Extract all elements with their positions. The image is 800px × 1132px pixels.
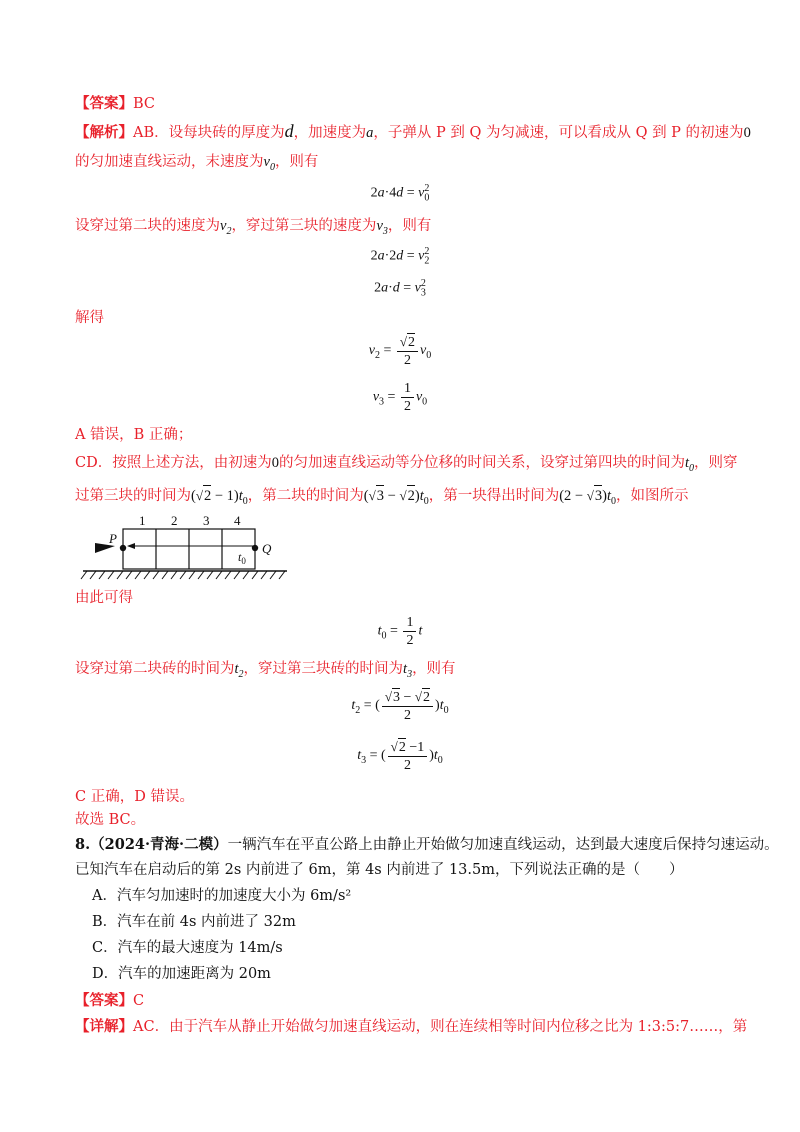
symbol-t3: $t_3$: [403, 661, 413, 680]
analysis-text: 的匀加速直线运动等分位移的时间关系，设穿过第四块的时间为: [278, 455, 685, 471]
answer-value: BC: [133, 96, 156, 112]
option-b: B．汽车在前 4s 内前进了 32m: [92, 914, 296, 930]
analysis-text: ，穿过第三块砖的时间为: [243, 661, 404, 677]
symbol-d: d: [284, 121, 294, 141]
symbol-v0: $v_0$: [263, 154, 275, 173]
option-c: C．汽车的最大速度为 14m/s: [92, 940, 283, 956]
point-p-label: P: [109, 531, 117, 546]
analysis-text: 过第三块的时间为: [75, 488, 191, 504]
analysis-line-cd-2: [75, 485, 689, 512]
answer-value: C: [133, 993, 145, 1009]
expr-t3: $(√2 - 1)t_0$: [191, 488, 248, 504]
point-q-label: Q: [262, 541, 272, 556]
symbol-zero: 0: [743, 125, 751, 141]
analysis-text: ，则穿: [694, 455, 738, 471]
analysis-text: ，则有: [387, 218, 432, 234]
question-8-line-1: [75, 835, 779, 855]
conclusion: 故选 BC。: [75, 812, 146, 828]
analysis-line-2: [75, 152, 318, 178]
cd-result: C 正确，D 错误。: [75, 789, 194, 805]
answer-label: 【答案】: [75, 95, 133, 112]
solve-label: 解得: [75, 310, 104, 326]
equation-3: $2a\cdot d = v_3^2$: [374, 278, 426, 299]
answer-line-2: [75, 991, 144, 1011]
analysis-text: ，加速度为: [293, 125, 367, 141]
analysis-text: AB．设每块砖的厚度为: [133, 125, 285, 141]
analysis-line-1: [75, 121, 751, 143]
arrow-head: [127, 543, 135, 549]
analysis-text: ，穿过第三块的速度为: [231, 218, 377, 234]
analysis-text: ，子弹从 P 到 Q 为匀减速，可以看成从 Q 到 P 的初速为: [373, 125, 744, 141]
analysis-text: ，第二块的时间为: [247, 488, 364, 504]
brick-label-1: 1: [139, 513, 146, 528]
analysis-text: ，如图所示: [616, 488, 689, 504]
option-d: D．汽车的加速距离为 20m: [92, 966, 271, 982]
detail-line: [75, 1017, 747, 1037]
analysis-text: 设穿过第二块砖的时间为: [75, 661, 235, 677]
analysis-text: 的匀加速直线运动，末速度为: [75, 154, 264, 170]
option-a: A．汽车匀加速时的加速度大小为 6m/s²: [92, 888, 352, 904]
time-label-t0: $t_0$: [238, 550, 246, 566]
analysis-label: 【解析】: [75, 124, 133, 141]
analysis-text: ，则有: [274, 154, 319, 170]
brick-label-4: 4: [234, 513, 241, 528]
analysis-line-5: [75, 659, 456, 685]
equation-5: $v_3$ = $\frac{1}{2}$ $v_0$: [372, 381, 428, 414]
question-source: （2024·青海·二模）: [90, 836, 228, 853]
point-q-dot: [252, 545, 258, 551]
equation-6: $t_0$ = $\frac{1}{2}$ t: [377, 615, 423, 648]
brick-label-2: 2: [171, 513, 178, 528]
equation-2: $2a\cdot 2d = v_2^2$: [370, 246, 430, 267]
question-stem-2: 已知汽车在启动后的第 2s 内前进了 6m，第 4s 内前进了 13.5m，下列说法正确的是（ ）: [75, 862, 684, 878]
symbol-v3: $v_3$: [376, 218, 388, 237]
ground-hatch: [81, 571, 285, 579]
question-stem-1: 一辆汽车在平直公路上由静止开始做匀加速直线运动，达到最大速度后保持匀速运动。: [227, 837, 779, 853]
from-this-label: 由此可得: [75, 590, 133, 606]
detail-text: AC．由于汽车从静止开始做匀加速直线运动，则在连续相等时间内位移之比为 1:3:5:7……，第: [133, 1019, 748, 1035]
equation-8: $t_3$ = ( $\frac{√2 -1}{2}$ )$t_0$: [357, 739, 443, 773]
expr-t2: $(√3 - √2)t_0$: [364, 488, 429, 504]
equation-7: $t_2$ = ( $\frac{√3 - √2}{2}$ )$t_0$: [351, 689, 449, 723]
symbol-t0: $t_0$: [684, 455, 695, 474]
brick-diagram: [75, 512, 295, 582]
analysis-line-cd-1: [75, 453, 738, 479]
symbol-t2: $t_2$: [234, 661, 244, 680]
analysis-text: ，则有: [412, 661, 456, 677]
analysis-line-3: [75, 216, 431, 242]
equation-4: $v_2$ = $\frac{√2}{2}$ $v_0$: [368, 334, 432, 368]
answer-line-1: [75, 94, 155, 114]
analysis-text: CD．按照上述方法，由初速为: [75, 455, 272, 471]
symbol-v2: $v_2$: [220, 218, 232, 237]
expr-t1: $(2 - √3)t_0$: [559, 488, 616, 504]
symbol-zero: 0: [271, 455, 279, 471]
analysis-text: 设穿过第二块的速度为: [75, 218, 220, 234]
question-number: 8.: [75, 836, 91, 853]
detail-label: 【详解】: [75, 1018, 133, 1035]
symbol-a: a: [366, 125, 374, 141]
answer-label: 【答案】: [75, 992, 133, 1009]
ab-result: A 错误，B 正确；: [75, 427, 193, 443]
point-p-dot: [120, 545, 126, 551]
brick-label-3: 3: [203, 513, 210, 528]
equation-1: $2a\cdot 4d = v_0^2$: [370, 183, 430, 204]
bricks: [123, 529, 255, 569]
analysis-text: ，第一块得出时间为: [428, 488, 560, 504]
